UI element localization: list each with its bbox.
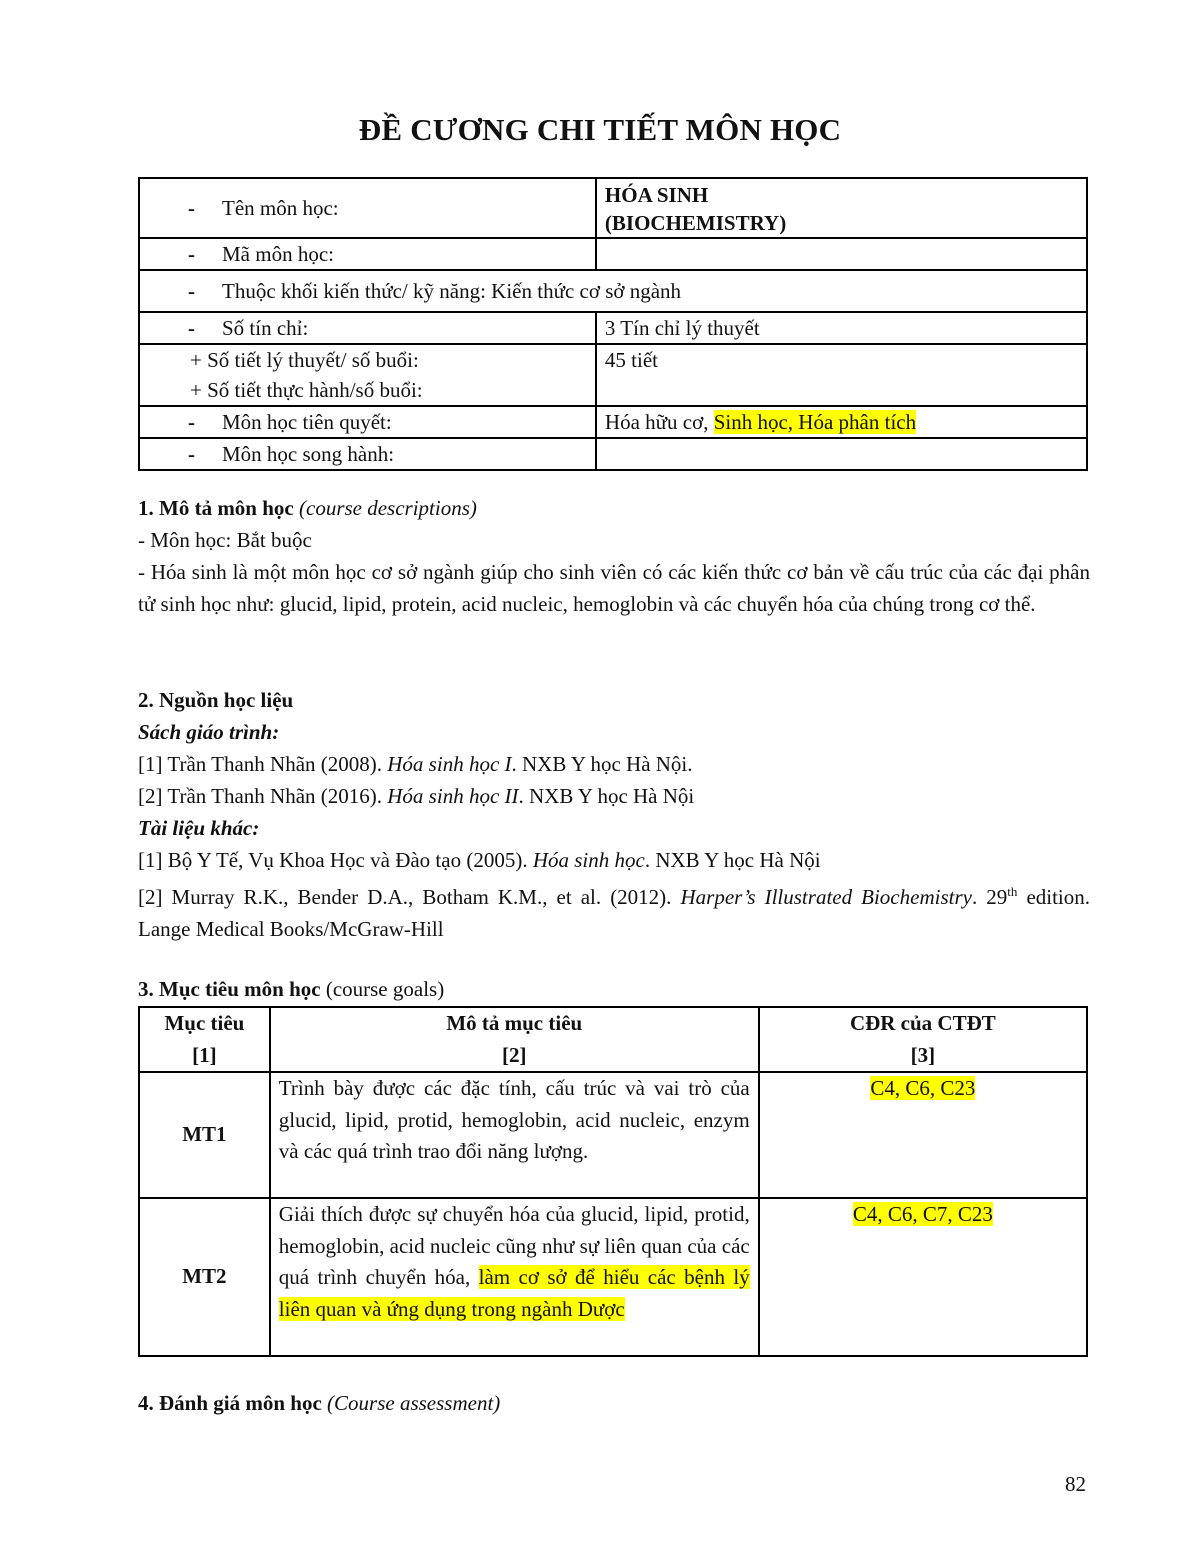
- dash-bullet: -: [188, 242, 195, 266]
- goal-cdr: [759, 1198, 1087, 1356]
- section-course-goals: [138, 973, 1090, 1005]
- course-info-table: [138, 177, 1088, 471]
- course-type: - Môn học: Bắt buộc: [138, 528, 312, 552]
- textbook-1-publisher: . NXB Y học Hà Nội.: [511, 752, 693, 776]
- prereq-plain: Hóa hữu cơ,: [604, 410, 714, 434]
- section-4-heading-en: (Course assessment): [327, 1391, 501, 1415]
- info-label: [139, 312, 596, 344]
- textbook-2-author: [2] Trần Thanh Nhãn (2016).: [138, 784, 388, 808]
- goal-id: MT1: [139, 1072, 270, 1198]
- dash-bullet: -: [188, 279, 195, 303]
- reference-2: [138, 876, 1090, 945]
- goals-header-row: [139, 1007, 1087, 1072]
- goal-cdr-highlight: C4, C6, C7, C23: [852, 1202, 993, 1226]
- header-index: [1]: [192, 1042, 217, 1067]
- info-row-block: [139, 270, 1087, 312]
- page-title: ĐỀ CƯƠNG CHI TIẾT MÔN HỌC: [358, 112, 842, 147]
- coreq-value: [596, 438, 1087, 470]
- table-row: [139, 1198, 1087, 1356]
- credits-value: 3 Tín chỉ lý thuyết: [596, 312, 1087, 344]
- goals-header-id: [139, 1007, 270, 1072]
- goal-description-text: Trình bày được các đặc tính, cấu trúc và vai trò của glucid, lipid, protid, hemoglobin, acid nucleic, enzym và các quá trình trao đổi năng lượng.: [278, 1076, 750, 1163]
- info-row-code: [139, 238, 1087, 270]
- dash-bullet: -: [188, 316, 195, 340]
- header-text: Mô tả mục tiêu: [446, 1011, 583, 1035]
- header-text: CĐR của CTĐT: [849, 1011, 996, 1035]
- goals-header-cdr: [759, 1007, 1087, 1072]
- textbook-2: [138, 780, 1090, 812]
- reference-1-publisher: . NXB Y học Hà Nội: [644, 848, 821, 872]
- info-label: [139, 178, 596, 238]
- info-row-name: [139, 178, 1087, 238]
- section-3-heading: 3. Mục tiêu môn học: [138, 977, 321, 1001]
- info-row-periods: [139, 344, 1087, 406]
- coreq-label: Môn học song hành:: [222, 442, 395, 466]
- page-number: 82: [1065, 1472, 1086, 1496]
- info-row-prereq: [139, 406, 1087, 438]
- dash-bullet: -: [188, 410, 195, 434]
- textbook-2-publisher: . NXB Y học Hà Nội: [518, 784, 695, 808]
- reference-2-title: Harper’s Illustrated Biochemistry: [680, 885, 972, 909]
- goal-description: [270, 1072, 759, 1198]
- textbook-1-title: Hóa sinh học I: [387, 752, 512, 776]
- knowledge-block: [139, 270, 1087, 312]
- goals-header-desc: [270, 1007, 759, 1072]
- reference-2-edition-num: 29: [986, 885, 1008, 909]
- course-name-vi: HÓA SINH: [604, 183, 709, 207]
- reference-2-edition-rest: edition. Lange Medical Books/McGraw-Hill: [138, 885, 1091, 941]
- textbook-1: [138, 748, 1090, 780]
- reference-2-edition-sup: th: [1007, 884, 1018, 899]
- goal-cdr-highlight: C4, C6, C23: [870, 1076, 976, 1100]
- goal-description-text: Giải thích được sự chuyển hóa của glucid, lipid, protid, hemoglobin, acid nucleic cũng như sự liên quan của các quá trình chuyển hóa,: [278, 1202, 750, 1289]
- course-goals-table: [138, 1006, 1088, 1357]
- section-4-heading: 4. Đánh giá môn học: [138, 1391, 322, 1415]
- course-name-value: [596, 178, 1087, 238]
- header-index: [3]: [910, 1042, 936, 1067]
- goal-id: MT2: [139, 1198, 270, 1356]
- prereq-highlight: Sinh học, Hóa phân tích: [713, 410, 917, 434]
- textbook-1-author: [1] Trần Thanh Nhãn (2008).: [138, 752, 388, 776]
- goal-description: [270, 1198, 759, 1356]
- course-name-en: (BIOCHEMISTRY): [604, 211, 787, 235]
- section-course-description: [138, 492, 1090, 620]
- reference-1-title: Hóa sinh học: [532, 848, 645, 872]
- course-name-label: Tên môn học:: [222, 196, 339, 220]
- section-1-heading: 1. Mô tả môn học: [138, 496, 294, 520]
- credits-label: Số tín chỉ:: [222, 316, 309, 340]
- header-index: [2]: [502, 1042, 527, 1067]
- section-course-assessment: [138, 1387, 1090, 1419]
- course-description-text: - Hóa sinh là một môn học cơ sở ngành giúp cho sinh viên có các kiến thức cơ bản về cấu trúc của các đại phân tử sinh học như: glucid, lipid, protein, acid nucleic, hemoglobin và các chuyển hóa của chúng trong cơ thể.: [138, 560, 1090, 616]
- periods-label: [139, 344, 596, 406]
- info-row-coreq: [139, 438, 1087, 470]
- section-3-heading-en: (course goals): [325, 977, 445, 1001]
- header-text: Mục tiêu: [164, 1011, 245, 1035]
- info-label: [139, 238, 596, 270]
- dash-bullet: -: [188, 442, 195, 466]
- course-code-value: [596, 238, 1087, 270]
- reference-2-punct: .: [971, 885, 978, 909]
- prereq-label: Môn học tiên quyết:: [222, 410, 392, 434]
- knowledge-block-text: Thuộc khối kiến thức/ kỹ năng: Kiến thức cơ sở ngành: [222, 279, 682, 303]
- theory-periods-label: + Số tiết lý thuyết/ số buổi:: [190, 348, 419, 372]
- reference-2-author: [2] Murray R.K., Bender D.A., Botham K.M., et al. (2012).: [138, 885, 681, 909]
- prereq-value: [596, 406, 1087, 438]
- practice-periods-label: + Số tiết thực hành/số buổi:: [190, 378, 423, 402]
- section-2-heading: 2. Nguồn học liệu: [138, 688, 294, 712]
- goal-description-highlight: làm cơ sở để hiểu các bệnh lý liên quan và ứng dụng trong ngành Dược: [278, 1265, 750, 1321]
- goal-cdr: [759, 1072, 1087, 1198]
- info-label: [139, 438, 596, 470]
- periods-value: 45 tiết: [596, 344, 1087, 406]
- textbooks-heading: Sách giáo trình:: [138, 720, 280, 744]
- section-learning-resources: [138, 684, 1090, 945]
- section-1-heading-en: (course descriptions): [299, 496, 477, 520]
- textbook-2-title: Hóa sinh học II: [387, 784, 519, 808]
- other-resources-heading: Tài liệu khác:: [138, 816, 260, 840]
- course-code-label: Mã môn học:: [222, 242, 334, 266]
- table-row: [139, 1072, 1087, 1198]
- dash-bullet: -: [188, 196, 195, 220]
- info-label: [139, 406, 596, 438]
- reference-1: [138, 844, 1090, 876]
- info-row-credits: [139, 312, 1087, 344]
- reference-1-author: [1] Bộ Y Tế, Vụ Khoa Học và Đào tạo (2005).: [138, 848, 533, 872]
